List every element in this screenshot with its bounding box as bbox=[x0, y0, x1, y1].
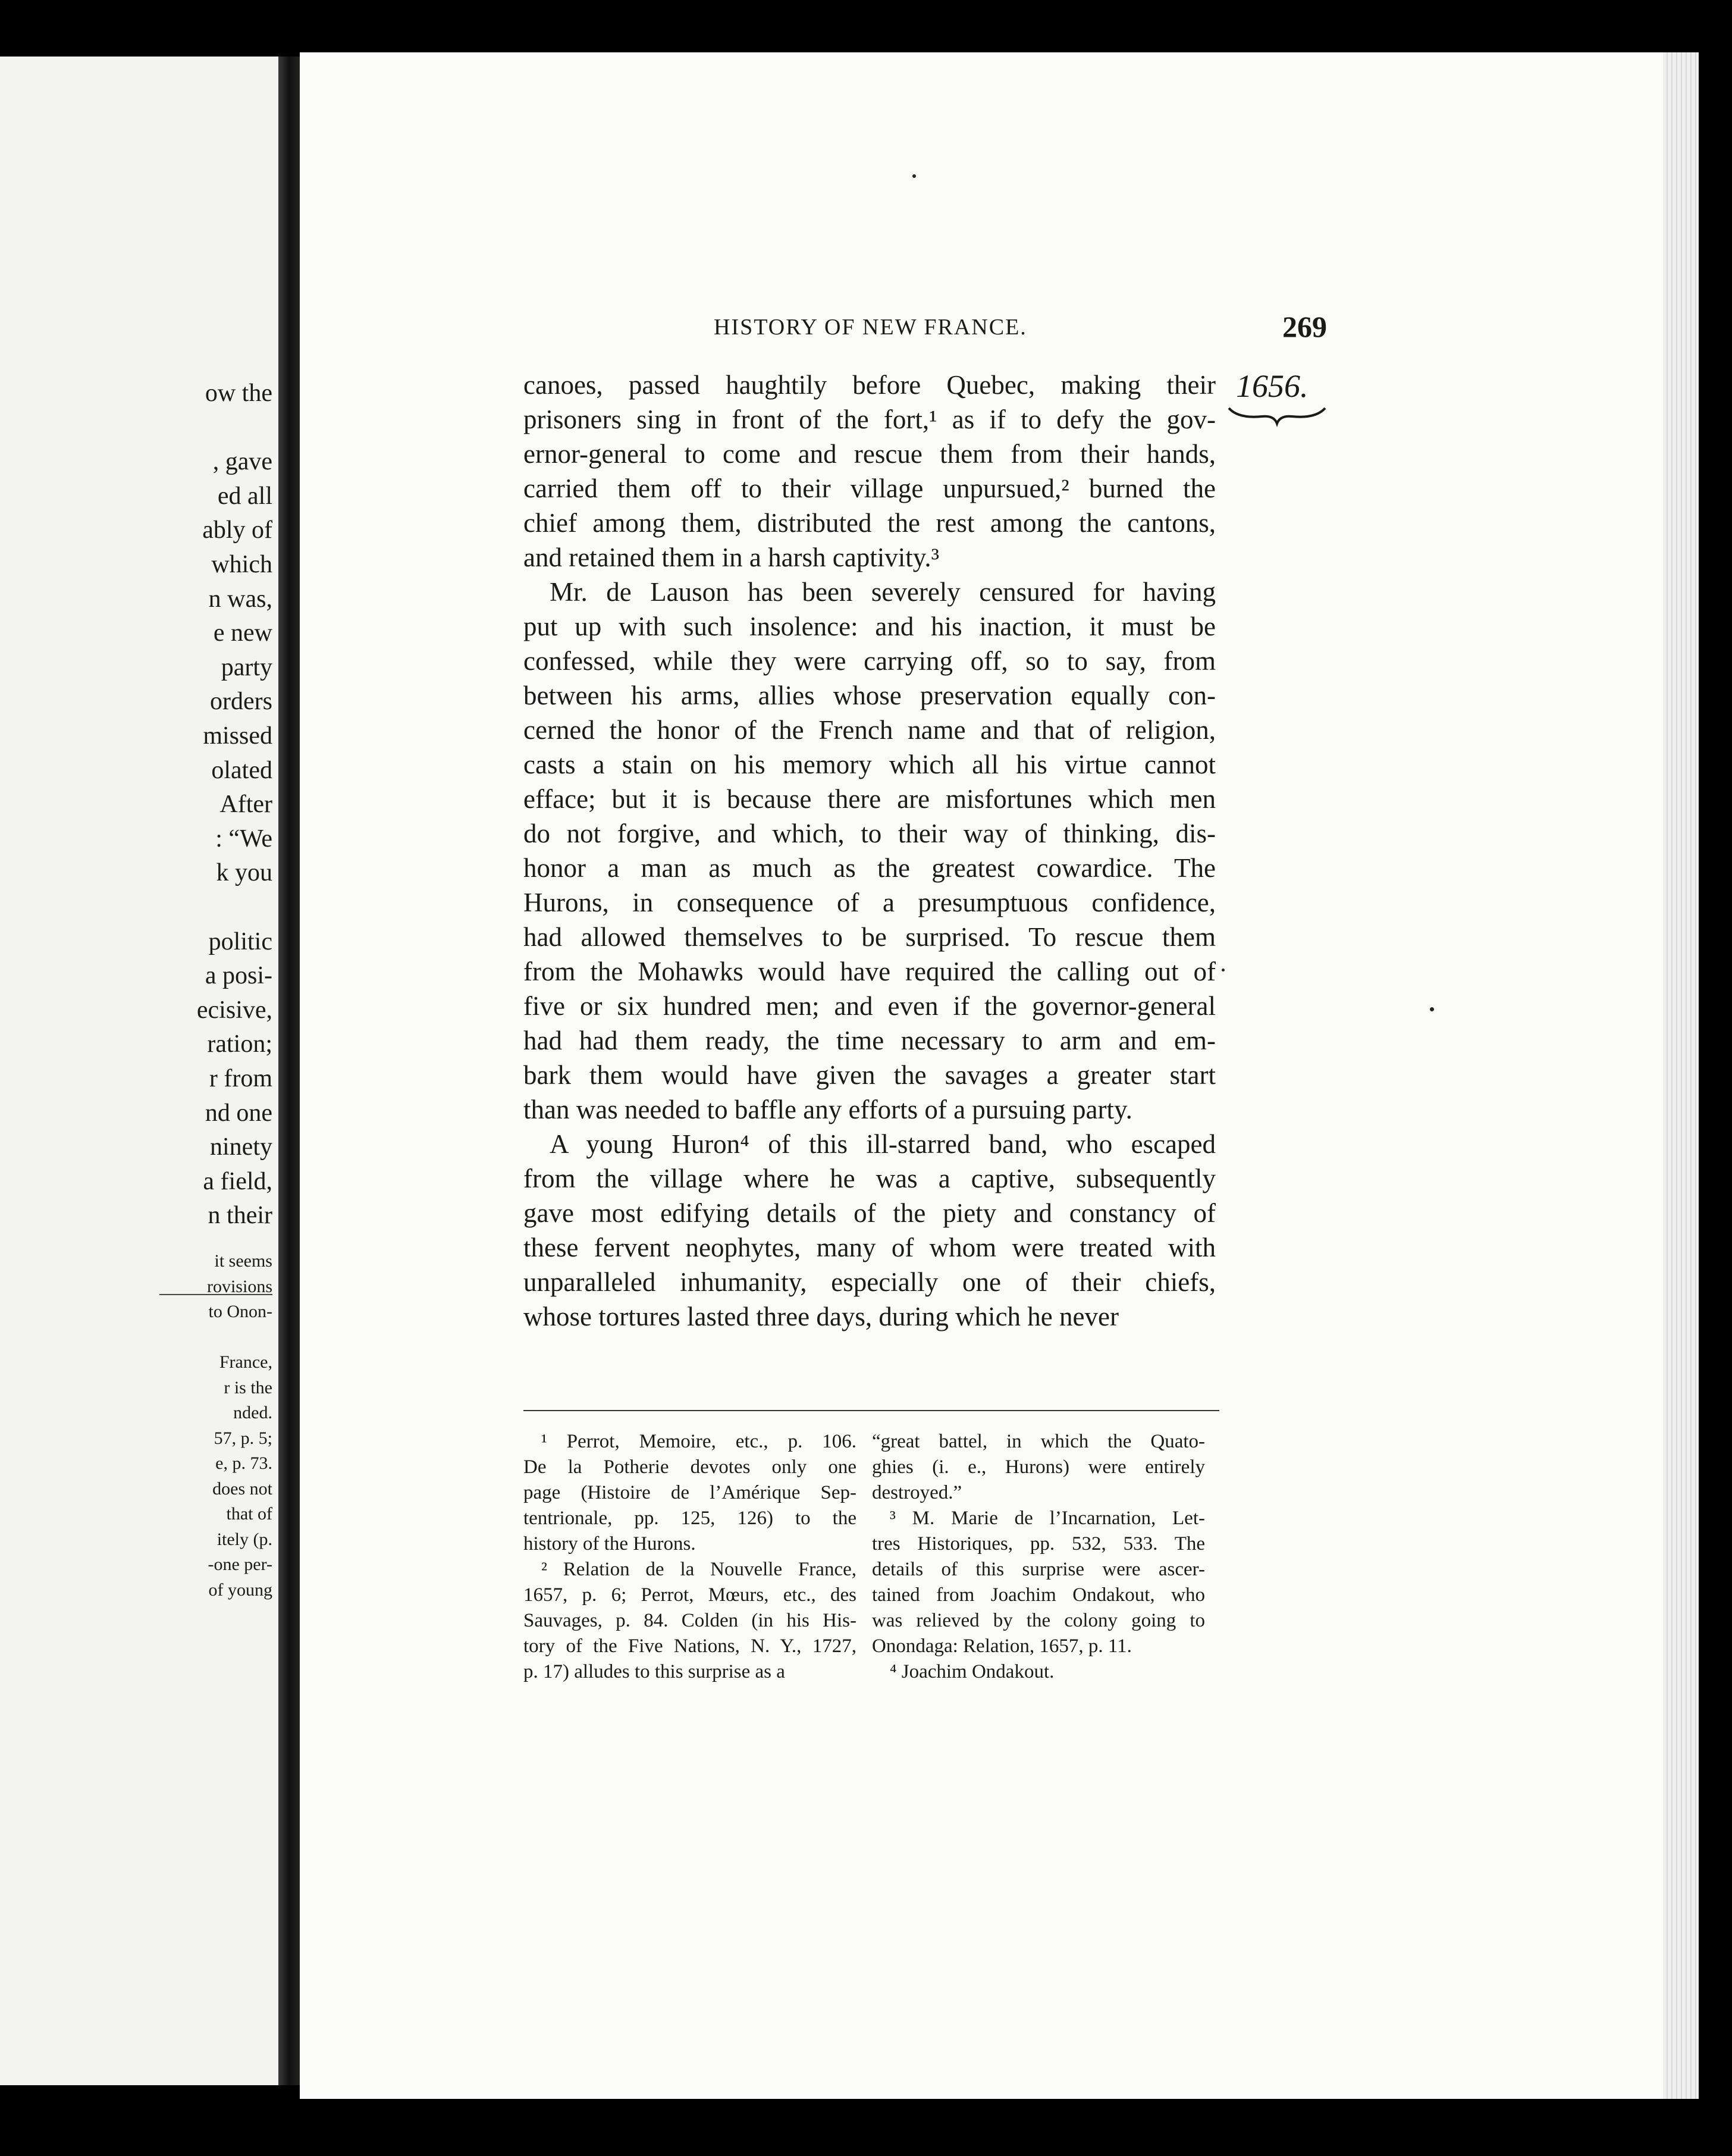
left-page-line: r from bbox=[209, 1065, 272, 1092]
body-line: these fervent neophytes, many of whom were treated with bbox=[523, 1233, 1216, 1262]
footnote-line: was relieved by the colony going to bbox=[872, 1610, 1205, 1631]
left-page-line: party bbox=[221, 653, 272, 681]
left-facing-page bbox=[0, 57, 278, 2085]
left-page-line: a field, bbox=[203, 1167, 272, 1195]
left-footnote-line: of young bbox=[208, 1580, 272, 1600]
footnote-line: ² Relation de la Nouvelle France, bbox=[541, 1559, 856, 1580]
page-edge-stack bbox=[1663, 52, 1699, 2099]
book-gutter bbox=[278, 57, 300, 2085]
body-line: A young Huron⁴ of this ill-starred band, who escaped bbox=[550, 1129, 1216, 1159]
left-footnote-line: does not bbox=[212, 1478, 272, 1499]
left-footnote-line: 57, p. 5; bbox=[214, 1428, 272, 1448]
footnote-line: tres Historiques, pp. 532, 533. The bbox=[872, 1533, 1205, 1555]
body-line: efface; but it is because there are misfortunes which men bbox=[523, 784, 1216, 814]
footnote-line: 1657, p. 6; Perrot, Mœurs, etc., des bbox=[523, 1584, 856, 1606]
footnote-line: tentrionale, pp. 125, 126) to the bbox=[523, 1508, 856, 1529]
footnote-line: p. 17) alludes to this surprise as a bbox=[523, 1661, 785, 1682]
footnote-column-2 bbox=[872, 1429, 1205, 1685]
body-line: gave most edifying details of the piety and constancy of bbox=[523, 1198, 1216, 1228]
footnote-line: ⁴ Joachim Ondakout. bbox=[890, 1661, 1055, 1682]
footnote-column-1 bbox=[523, 1429, 856, 1685]
body-line: than was needed to baffle any efforts of a pursuing party. bbox=[523, 1095, 1132, 1124]
body-line: had allowed themselves to be surprised. To rescue them bbox=[523, 922, 1216, 952]
left-page-line: ed all bbox=[217, 482, 272, 510]
footnote-line: “great battel, in which the Quato- bbox=[872, 1431, 1205, 1452]
body-line: bark them would have given the savages a greater start bbox=[523, 1060, 1216, 1090]
footnote-line: details of this surprise were ascer- bbox=[872, 1559, 1205, 1580]
body-line: honor a man as much as the greatest cowardice. The bbox=[523, 853, 1216, 883]
left-footnote-line: France, bbox=[219, 1352, 272, 1372]
left-page-line: which bbox=[211, 551, 272, 578]
footnote-line: history of the Hurons. bbox=[523, 1533, 696, 1555]
body-line: canoes, passed haughtily before Quebec, making their bbox=[523, 370, 1216, 400]
footnote-line: ghies (i. e., Hurons) were entirely bbox=[872, 1456, 1205, 1478]
body-line: Hurons, in consequence of a presumptuous confidence, bbox=[523, 888, 1216, 917]
footnote-line: destroyed.” bbox=[872, 1482, 962, 1503]
body-line: chief among them, distributed the rest among the cantons, bbox=[523, 508, 1216, 538]
body-line: and retained them in a harsh captivity.³ bbox=[523, 543, 940, 572]
left-page-line: ably of bbox=[202, 516, 272, 544]
footnote-line: tory of the Five Nations, N. Y., 1727, bbox=[523, 1635, 856, 1657]
footnote-line: ¹ Perrot, Memoire, etc., p. 106. bbox=[541, 1431, 856, 1452]
body-line: carried them off to their village unpursued,² burned the bbox=[523, 474, 1216, 503]
left-footnote-line: to Onon- bbox=[208, 1302, 272, 1321]
footnote-line: page (Histoire de l’Amérique Sep- bbox=[523, 1482, 856, 1503]
body-line: put up with such insolence: and his inaction, it must be bbox=[523, 612, 1216, 641]
left-footnote-line: it seems bbox=[214, 1251, 272, 1271]
left-footnote-line: nded. bbox=[233, 1403, 272, 1422]
left-page-line: After bbox=[219, 791, 272, 819]
running-head: HISTORY OF NEW FRANCE. bbox=[714, 315, 1027, 340]
left-page-line: e new bbox=[213, 619, 272, 647]
margin-year-note: 1656. bbox=[1236, 368, 1309, 404]
body-line: ernor-general to come and rescue them from their hands, bbox=[523, 439, 1216, 469]
body-line: Mr. de Lauson has been severely censured for having bbox=[550, 577, 1216, 607]
body-line: prisoners sing in front of the fort,¹ as if to defy the gov- bbox=[523, 405, 1216, 434]
left-footnote-line: -one per- bbox=[208, 1555, 272, 1574]
footnote-line: Onondaga: Relation, 1657, p. 11. bbox=[872, 1635, 1132, 1657]
left-page-line: olated bbox=[211, 756, 272, 784]
body-line: do not forgive, and which, to their way of thinking, dis- bbox=[523, 819, 1216, 848]
footnote-line: ³ M. Marie de l’Incarnation, Let- bbox=[890, 1508, 1205, 1529]
body-line: from the village where he was a captive, subsequently bbox=[523, 1164, 1216, 1193]
body-line: casts a stain on his memory which all his virtue cannot bbox=[523, 750, 1216, 779]
left-page-line: n their bbox=[208, 1202, 272, 1230]
left-footnote-line: itely (p. bbox=[216, 1529, 272, 1549]
left-page-line: ration; bbox=[207, 1030, 272, 1058]
left-page-line: ow the bbox=[205, 380, 272, 407]
left-page-line: orders bbox=[210, 688, 272, 716]
left-footnote-line: e, p. 73. bbox=[215, 1453, 272, 1473]
left-footnote-line: r is the bbox=[224, 1377, 272, 1397]
body-line: confessed, while they were carrying off, so to say, from bbox=[523, 646, 1216, 676]
body-line: between his arms, allies whose preservation equally con- bbox=[523, 681, 1216, 710]
footnote-line: De la Potherie devotes only one bbox=[523, 1456, 856, 1478]
left-page-line: ecisive, bbox=[196, 996, 272, 1024]
body-line: had had them ready, the time necessary to arm and em- bbox=[523, 1026, 1216, 1055]
left-page-line: politic bbox=[208, 927, 272, 955]
footnote-rule bbox=[523, 1410, 1219, 1411]
left-page-line: nd one bbox=[205, 1099, 272, 1127]
left-page-line: missed bbox=[203, 722, 272, 750]
body-text bbox=[523, 368, 1216, 1334]
footnote-line: tained from Joachim Ondakout, who bbox=[872, 1584, 1205, 1606]
left-page-line: a posi- bbox=[205, 962, 272, 990]
left-page-line: : “We bbox=[215, 825, 272, 853]
margin-brace-icon bbox=[1226, 403, 1328, 427]
footnote-line: Sauvages, p. 84. Colden (in his His- bbox=[523, 1610, 856, 1631]
right-page bbox=[300, 52, 1699, 2099]
body-line: cerned the honor of the French name and that of religion, bbox=[523, 715, 1216, 745]
body-line: whose tortures lasted three days, during which he never bbox=[523, 1302, 1119, 1331]
left-footnote-line: that of bbox=[226, 1504, 272, 1524]
left-page-line: k you bbox=[216, 859, 272, 887]
left-page-line: n was, bbox=[208, 585, 272, 613]
body-line: unparalleled inhumanity, especially one of their chiefs, bbox=[523, 1267, 1216, 1297]
body-line: from the Mohawks would have required the calling out of bbox=[523, 957, 1216, 986]
page-number: 269 bbox=[1282, 310, 1327, 343]
body-line: five or six hundred men; and even if the governor-general bbox=[523, 991, 1216, 1021]
left-footnote-line: rovisions bbox=[206, 1276, 272, 1296]
left-page-line: , gave bbox=[212, 448, 272, 476]
left-page-line: ninety bbox=[210, 1133, 272, 1161]
